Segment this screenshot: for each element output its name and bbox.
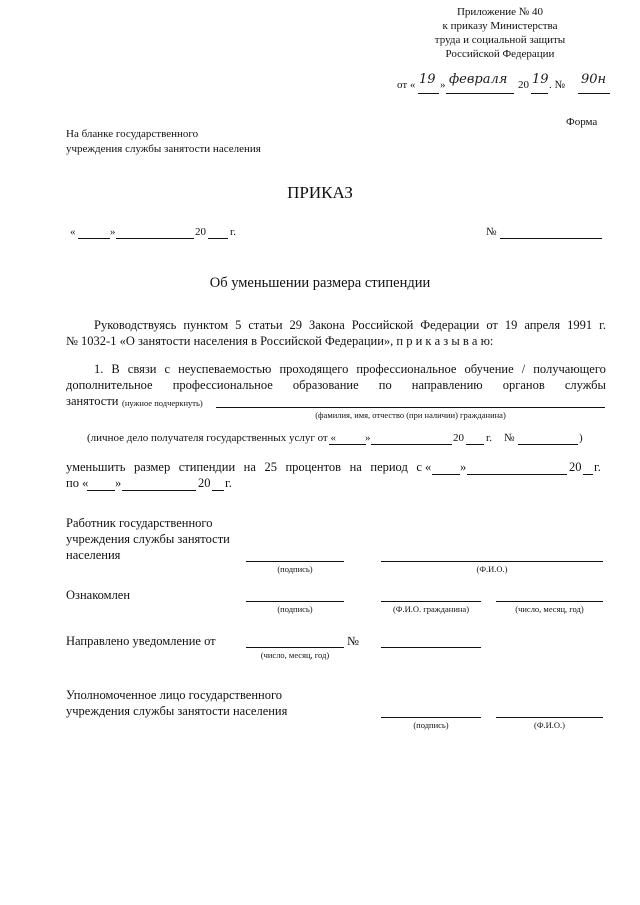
authorized-label: Уполномоченное лицо государственного: [66, 688, 283, 702]
word: 1.: [94, 362, 104, 376]
word: Закона: [309, 318, 345, 332]
annex-line: труда и социальной защиты: [434, 34, 566, 46]
worker-label: Работник государственного: [66, 516, 213, 530]
acquainted-label: Ознакомлен: [66, 588, 131, 602]
word: на: [243, 460, 256, 474]
worker-signature-line[interactable]: [246, 561, 344, 562]
form-label: Форма: [566, 116, 598, 128]
word: В: [111, 362, 120, 376]
worker-sign-caption: (подпись): [277, 564, 313, 574]
letterhead-line: На бланке государственного: [66, 128, 199, 140]
word: Федерации: [420, 318, 480, 332]
date-suffix: г.: [230, 226, 237, 238]
word: профессиональное: [356, 362, 457, 376]
word: образование: [292, 378, 359, 392]
word: 1991: [567, 318, 593, 332]
acquainted-sign-caption: (подпись): [277, 604, 313, 614]
reduce-line-1: [66, 460, 422, 475]
annex-line: к приказу Министерства: [442, 20, 558, 32]
annex-line: Приложение № 40: [456, 6, 544, 18]
word: от: [486, 318, 498, 332]
word: проходящего: [279, 362, 349, 376]
word: процентов: [285, 460, 342, 474]
authorized-label: учреждения службы занятости населения: [66, 704, 288, 718]
word: Руководствуясь: [94, 318, 177, 332]
fio-caption: (фамилия, имя, отчество (при наличии) гражданина): [315, 410, 506, 420]
worker-fio-line[interactable]: [381, 561, 603, 562]
word: /: [521, 362, 526, 376]
word: с: [416, 460, 422, 474]
letterhead-line: учреждения службы занятости населения: [66, 143, 261, 155]
authorized-signature-line[interactable]: [381, 717, 481, 718]
annex-number-prefix: . №: [549, 79, 565, 91]
reduce-year: 20: [569, 460, 582, 474]
reduce-to-close-quote: »: [115, 476, 122, 490]
word: статьи: [248, 318, 283, 332]
word: службы: [564, 378, 606, 392]
reduce-to-year: 20: [198, 476, 211, 490]
case-year: 20: [453, 432, 464, 444]
word: профессиональное: [172, 378, 273, 392]
word: апреля: [524, 318, 561, 332]
word: обучение: [464, 362, 514, 376]
preamble-line-1: [94, 318, 606, 333]
word: на: [349, 460, 362, 474]
acquainted-fio-caption: (Ф.И.О. гражданина): [392, 604, 470, 614]
word: г.: [599, 318, 606, 332]
case-number-label: №: [504, 432, 515, 444]
word: стипендии: [178, 460, 236, 474]
date-year-prefix: 20: [195, 226, 206, 238]
annex-handwritten-year: 19: [532, 72, 549, 87]
page-title: ПРИКАЗ: [287, 183, 353, 202]
item1-line-3: занятости: [66, 394, 119, 408]
word: уменьшить: [66, 460, 126, 474]
worker-label: учреждения службы занятости: [66, 532, 230, 546]
word: направлению: [411, 378, 483, 392]
reduce-close-quote: »: [460, 460, 467, 474]
order-subject: Об уменьшении размера стипендии: [209, 275, 431, 291]
annex-handwritten-month: февраля: [449, 72, 508, 87]
notice-label: Направлено уведомление от: [66, 634, 216, 648]
acquainted-fio-line[interactable]: [381, 601, 481, 602]
acquainted-date-caption: (число, месяц, год): [515, 604, 584, 614]
order-number-label: №: [486, 226, 497, 238]
reduce-to-prefix: по «: [66, 476, 89, 490]
notice-number-line[interactable]: [381, 647, 481, 648]
word: с: [164, 362, 171, 376]
worker-label: населения: [66, 548, 121, 562]
authorized-fio-caption: (Ф.И.О.): [533, 720, 566, 730]
authorized-fio-line[interactable]: [496, 717, 603, 718]
annex-handwritten-day: 19: [419, 72, 436, 87]
notice-date-line[interactable]: [246, 647, 344, 648]
word: пунктом: [183, 318, 229, 332]
reduce-g: г.: [594, 460, 601, 474]
word: органов: [502, 378, 545, 392]
acquainted-date-line[interactable]: [496, 601, 603, 602]
word: 25: [264, 460, 277, 474]
word: связи: [127, 362, 157, 376]
word: получающего: [533, 362, 606, 376]
reduce-to-g: г.: [225, 476, 232, 490]
case-prefix: (личное дело получателя государственных услуг от «: [87, 432, 336, 444]
case-close-quote: »: [365, 432, 371, 444]
annex-year-prefix: 20: [518, 79, 529, 91]
worker-fio-caption: (Ф.И.О.): [476, 564, 508, 574]
notice-number-label: №: [347, 634, 359, 648]
word: неуспеваемостью: [178, 362, 272, 376]
date-close-quote: »: [110, 226, 116, 238]
notice-date-caption: (число, месяц, год): [260, 650, 330, 660]
annex-date-close: »: [440, 79, 446, 91]
word: период: [370, 460, 408, 474]
preamble-line-2: № 1032-1 «О занятости населения в Российской Федерации», п р и к а з ы в а ю:: [66, 334, 494, 348]
word: Российской: [351, 318, 414, 332]
reduce-open-quote: «: [425, 460, 432, 474]
word: по: [378, 378, 392, 392]
item1-line-1: [94, 362, 606, 377]
case-g: г.: [486, 432, 493, 444]
annex-line: Российской Федерации: [445, 48, 555, 60]
date-open-quote: «: [70, 226, 76, 238]
annex-date-prefix: от «: [397, 79, 416, 91]
item1-line-2: [66, 378, 606, 393]
word: размер: [133, 460, 171, 474]
case-end: ): [579, 432, 583, 444]
acquainted-signature-line[interactable]: [246, 601, 344, 602]
word: 5: [235, 318, 242, 332]
word: дополнительное: [66, 378, 153, 392]
authorized-sign-caption: (подпись): [413, 720, 449, 730]
word: 19: [504, 318, 518, 332]
annex-handwritten-number: 90н: [581, 72, 607, 87]
fio-field-line[interactable]: [216, 407, 605, 408]
word: 29: [289, 318, 303, 332]
item1-note: (нужное подчеркнуть): [122, 398, 203, 408]
